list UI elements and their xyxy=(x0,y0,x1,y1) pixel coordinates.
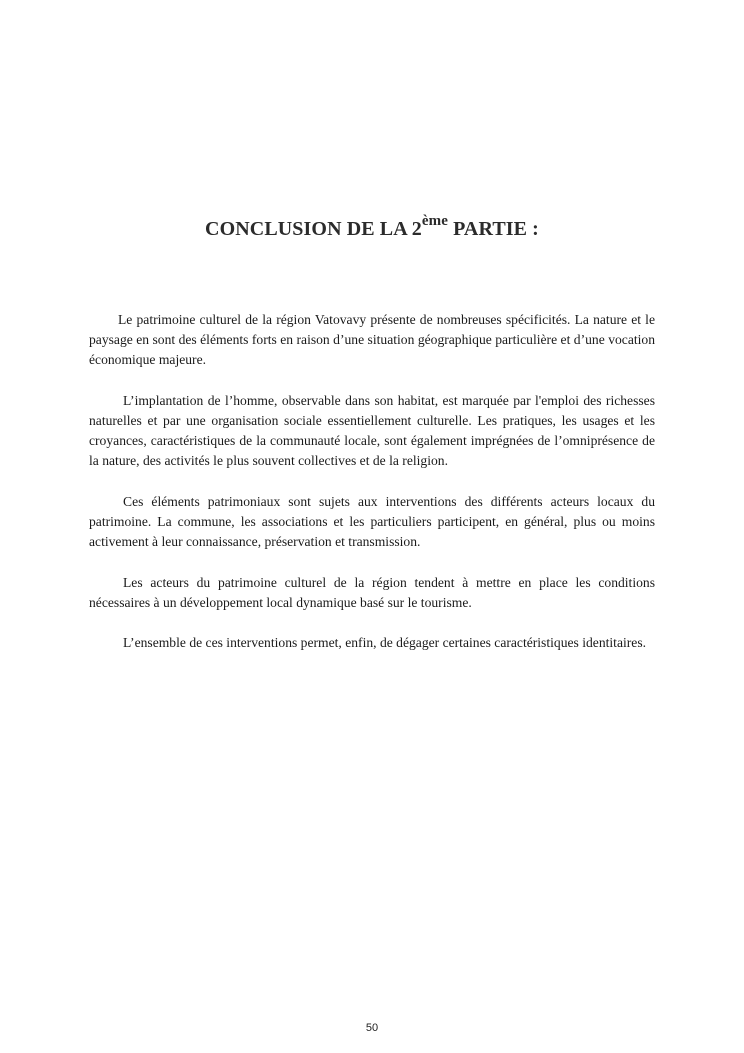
body-text xyxy=(89,310,655,674)
paragraph-3: Ces éléments patrimoniaux sont sujets aux interventions des différents acteurs locaux du patrimoine. La commune, les associations et les particuliers participent, en général, plus ou moins activement à leur connaissance, préservation et transmission. xyxy=(89,493,655,550)
section-title xyxy=(0,212,744,241)
paragraph-5: L’ensemble de ces interventions permet, enfin, de dégager certaines caractéristiques identitaires. xyxy=(123,635,647,651)
section-title-prefix: CONCLUSION DE LA 2 xyxy=(205,218,422,241)
paragraph-1: Le patrimoine culturel de la région Vatovavy présente de nombreuses spécificités. La nature et le paysage en sont des éléments forts en raison d’une situation géographique particulière et d’une vocation économique majeure. xyxy=(89,312,655,368)
section-title-superscript: ème xyxy=(421,212,448,229)
page-number: 50 xyxy=(365,1022,379,1034)
paragraph-2: L’implantation de l’homme, observable dans son habitat, est marquée par l'emploi des richesses naturelles et par une organisation sociale essentiellement culturelle. Les pratiques, les usages et les croyances, caractéristiques de la communauté locale, sont également imprégnées de l’omniprésence de la nature, des activités le plus souvent collectives et de la religion. xyxy=(89,392,655,469)
paragraph-4: Les acteurs du patrimoine culturel de la région tendent à mettre en place les conditions nécessaires à un développement local dynamique basé sur le tourisme. xyxy=(89,574,655,610)
section-title-suffix: PARTIE : xyxy=(448,218,539,241)
